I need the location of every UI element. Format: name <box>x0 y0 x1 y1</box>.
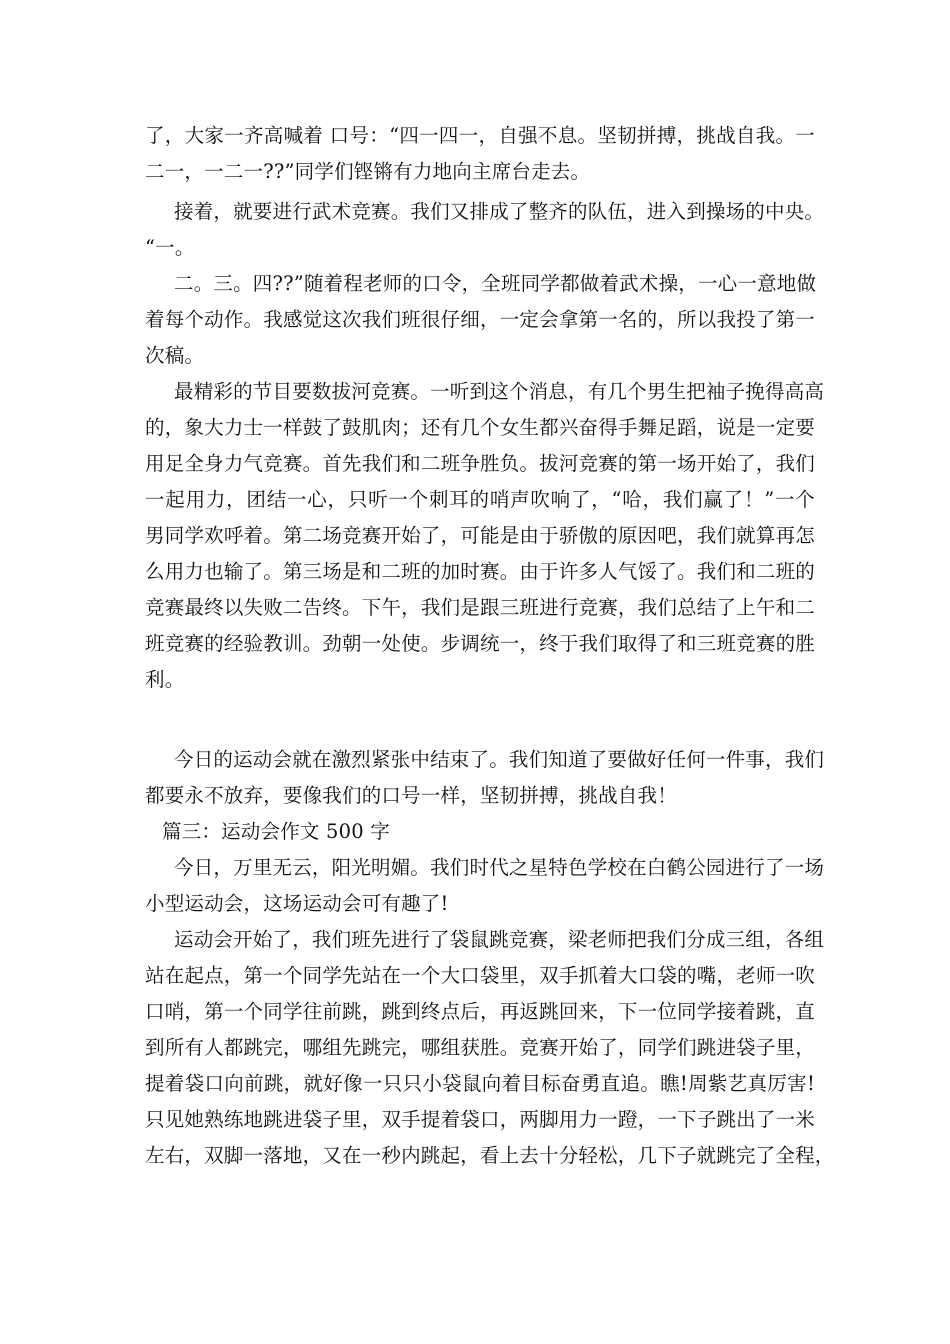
text-line: 了，大家一齐高喊着 口号：“四一四一，自强不息。坚韧拼搏，挑战自我。一 <box>145 124 815 147</box>
text-line: 站在起点，第一个同学先站在一个大口袋里，双手抓着大口袋的嘴，老师一吹 <box>145 964 815 987</box>
text-line: 到所有人都跳完，哪组先跳完，哪组获胜。竞赛开始了，同学们跳进袋子里， <box>145 1036 815 1059</box>
text-line: 最精彩的节目要数拔河竞赛。一听到这个消息，有几个男生把袖子挽得高高 <box>174 380 825 403</box>
text-line: 都要永不放弃，要像我们的口号一样，坚韧拼搏，挑战自我！ <box>145 784 677 807</box>
text-line: 今日的运动会就在激烈紧张中结束了。我们知道了要做好任何一件事，我们 <box>174 748 825 771</box>
text-line: 男同学欢呼着。第二场竞赛开始了，可能是由于骄傲的原因吧，我们就算再怎 <box>145 524 815 547</box>
text-line: 接着，就要进行武术竞赛。我们又排成了整齐的队伍，进入到操场的中央。 <box>174 200 825 223</box>
text-line: 着每个动作。我感觉这次我们班很仔细，一定会拿第一名的，所以我投了第一 <box>145 308 815 331</box>
text-line: 次稿。 <box>145 344 205 367</box>
text-line: “一。 <box>145 236 195 259</box>
text-line: 小型运动会，这场运动会可有趣了! <box>145 892 449 915</box>
text-line: 今日，万里无云，阳光明媚。我们时代之星特色学校在白鹤公园进行了一场 <box>174 856 825 879</box>
text-line: 班竞赛的经验教训。劲朝一处使。步调统一，终于我们取得了和三班竞赛的胜 <box>145 632 815 655</box>
text-line: 的，象大力士一样鼓了鼓肌肉；还有几个女生都兴奋得手舞足蹈，说是一定要 <box>145 416 815 439</box>
text-line: 二一，一二一??”同学们铿锵有力地向主席台走去。 <box>145 160 591 183</box>
section-heading: 篇三：运动会作文 500 字 <box>162 820 390 843</box>
text-line: 二。三。四??”随着程老师的口令，全班同学都做着武术操，一心一意地做 <box>174 272 817 295</box>
text-line: 运动会开始了，我们班先进行了袋鼠跳竞赛，梁老师把我们分成三组，各组 <box>174 928 825 951</box>
text-line: 竞赛最终以失败二告终。下午，我们是跟三班进行竞赛，我们总结了上午和二 <box>145 596 815 619</box>
text-line: 用足全身力气竞赛。首先我们和二班争胜负。拔河竞赛的第一场开始了，我们 <box>145 452 815 475</box>
text-line: 提着袋口向前跳，就好像一只只小袋鼠向着目标奋勇直追。瞧!周紫艺真厉害! <box>145 1072 815 1095</box>
text-line: 左右，双脚一落地，又在一秒内跳起，看上去十分轻松，几下子就跳完了全程， <box>145 1144 835 1167</box>
text-line: 利。 <box>145 668 185 691</box>
text-line: 口哨，第一个同学往前跳，跳到终点后，再返跳回来，下一位同学接着跳，直 <box>145 1000 815 1023</box>
text-line: 只见她熟练地跳进袋子里，双手提着袋口，两脚用力一蹬，一下子跳出了一米 <box>145 1108 815 1131</box>
text-line: 一起用力，团结一心，只听一个刺耳的哨声吹响了，“哈，我们赢了！”一个 <box>145 488 815 511</box>
text-line: 么用力也输了。第三场是和二班的加时赛。由于许多人气馁了。我们和二班的 <box>145 560 815 583</box>
